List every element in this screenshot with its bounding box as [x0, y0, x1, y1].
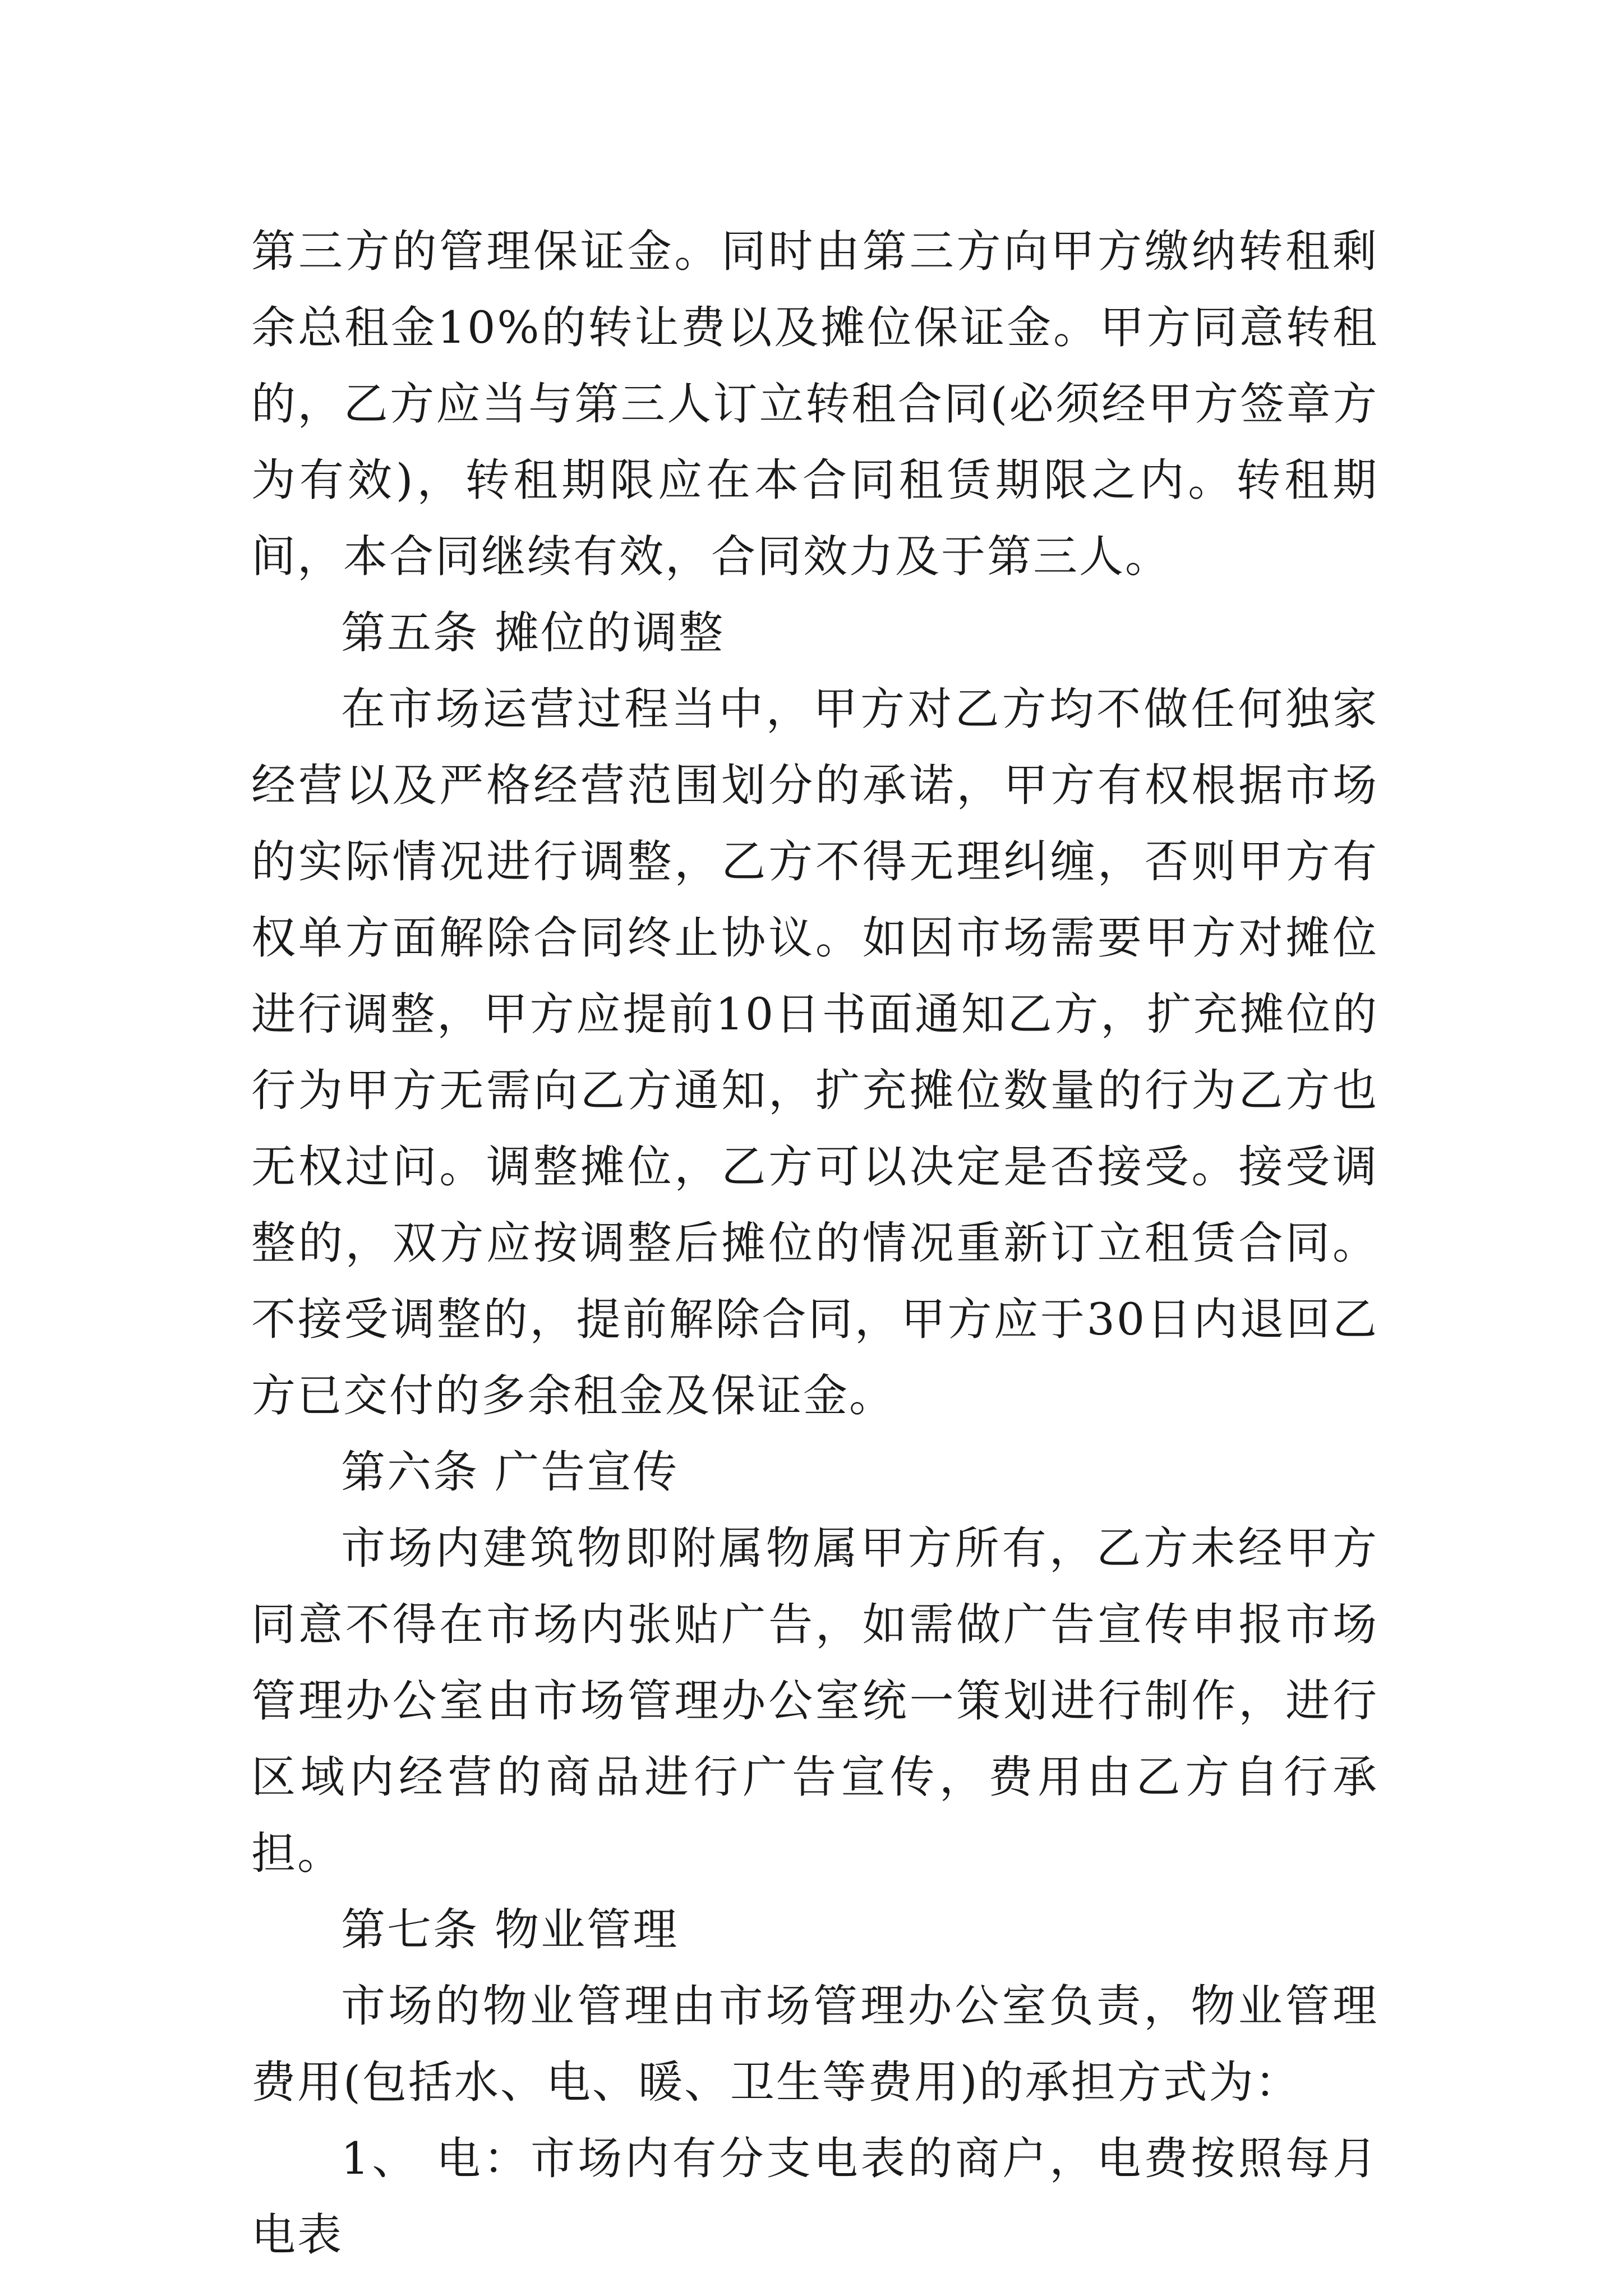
article-7-body: 市场的物业管理由市场管理办公室负责，物业管理费用(包括水、电、暖、卫生等费用)的承担方式为： [251, 1980, 1378, 2108]
article-7-item-1: 1、 电：市场内有分支电表的商户，电费按照每月电表 [251, 2133, 1378, 2261]
article-5-heading: 第五条 摊位的调整 [341, 607, 725, 659]
article-5-body: 在市场运营过程当中，甲方对乙方均不做任何独家经营以及严格经营范围划分的承诺，甲方有权根据市场的实际情况进行调整，乙方不得无理纠缠，否则甲方有权单方面解除合同终止协议。如因市场需要甲方对摊位进行调整，甲方应提前10日书面通知乙方，扩充摊位的行为甲方无需向乙方通知，扩充摊位数量的行为乙方也无权过问。调整摊位，乙方可以决定是否接受。接受调整的，双方应按调整后摊位的情况重新订立租赁合同。不接受调整的，提前解除合同，甲方应于30日内退回乙方已交付的多余租金及保证金。 [251, 683, 1378, 1421]
article-6-body: 市场内建筑物即附属物属甲方所有，乙方未经甲方同意不得在市场内张贴广告，如需做广告宣传申报市场管理办公室由市场管理办公室统一策划进行制作，进行区域内经营的商品进行广告宣传，费用由乙方自行承担。 [251, 1522, 1378, 1879]
article-7-heading: 第七条 物业管理 [341, 1904, 679, 1955]
document-body [251, 213, 1378, 2273]
paragraph-continuation: 第三方的管理保证金。同时由第三方向甲方缴纳转租剩余总租金10%的转让费以及摊位保证金。甲方同意转租的，乙方应当与第三人订立转租合同(必须经甲方签章方为有效)，转租期限应在本合同租赁期限之内。转租期间，本合同继续有效，合同效力及于第三人。 [251, 226, 1378, 582]
article-6-heading: 第六条 广告宣传 [341, 1446, 679, 1498]
